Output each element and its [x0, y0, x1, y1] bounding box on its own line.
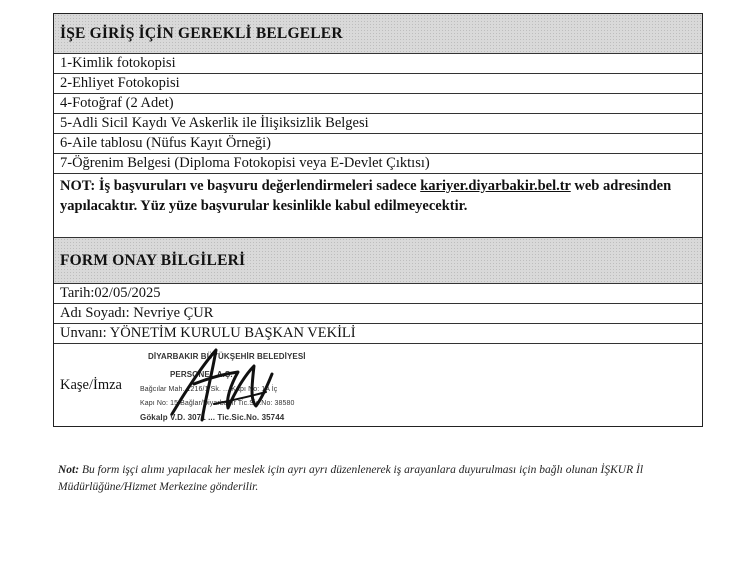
list-item: 1-Kimlik fotokopisi: [54, 54, 702, 74]
list-item: 7-Öğrenim Belgesi (Diploma Fotokopisi veya E-Devlet Çıktısı): [54, 154, 702, 174]
stamp-line: PERSONEL A.Ş.: [170, 370, 233, 379]
footnote-text: Bu form işçi alımı yapılacak her meslek için ayrı ayrı düzenlenerek iş arayanlara duyurulması için bağlı olunan İŞKUR İl Müdürlüğüne/Hizmet Merkezine gönderilir.: [58, 464, 644, 493]
stamp-line: DİYARBAKIR BÜYÜKŞEHİR BELEDİYESİ: [148, 352, 306, 361]
title-row: Unvanı: YÖNETİM KURULU BAŞKAN VEKİLİ: [54, 324, 702, 344]
requirements-form: [53, 13, 703, 427]
sign-label: Kaşe/İmza: [60, 376, 122, 393]
list-item: 6-Aile tablosu (Nüfus Kayıt Örneği): [54, 134, 702, 154]
stamp-line: Kapı No: 15 Bağlar/Diyarbakır Tic.Sic.No: 38580: [140, 400, 295, 407]
footnote: [58, 462, 718, 496]
signature-row: [54, 344, 702, 426]
list-item: 5-Adli Sicil Kaydı Ve Askerlik ile İlişiksizlik Belgesi: [54, 114, 702, 134]
approval-header-title: FORM ONAY BİLGİLERİ: [60, 251, 246, 269]
stamp-line: Bağcılar Mah. 1216/1 Sk. ... Kapı No: 1A İç: [140, 386, 278, 393]
form-header: [54, 14, 702, 54]
name-row: Adı Soyadı: Nevriye ÇUR: [54, 304, 702, 324]
list-item: 2-Ehliyet Fotokopisi: [54, 74, 702, 94]
list-item: 4-Fotoğraf (2 Adet): [54, 94, 702, 114]
form-header-title: İŞE GİRİŞ İÇİN GEREKLİ BELGELER: [60, 24, 343, 42]
approval-header: [54, 238, 702, 284]
career-link[interactable]: kariyer.diyarbakir.bel.tr: [420, 178, 571, 194]
note-lead: NOT:: [60, 178, 96, 194]
application-note: [54, 174, 702, 238]
note-text: İş başvuruları ve başvuru değerlendirmeleri sadece: [95, 178, 421, 194]
handwritten-signature: [154, 344, 284, 424]
stamp-line: Gökalp V.D. 3071 ... Tic.Sic.No. 35744: [140, 413, 285, 422]
date-row: Tarih:02/05/2025: [54, 284, 702, 304]
note-text-end: web adresinden yapılacaktır. Yüz yüze başvurular kesinlikle kabul edilmeyecektir.: [60, 178, 672, 214]
footnote-lead: Not:: [58, 464, 80, 476]
